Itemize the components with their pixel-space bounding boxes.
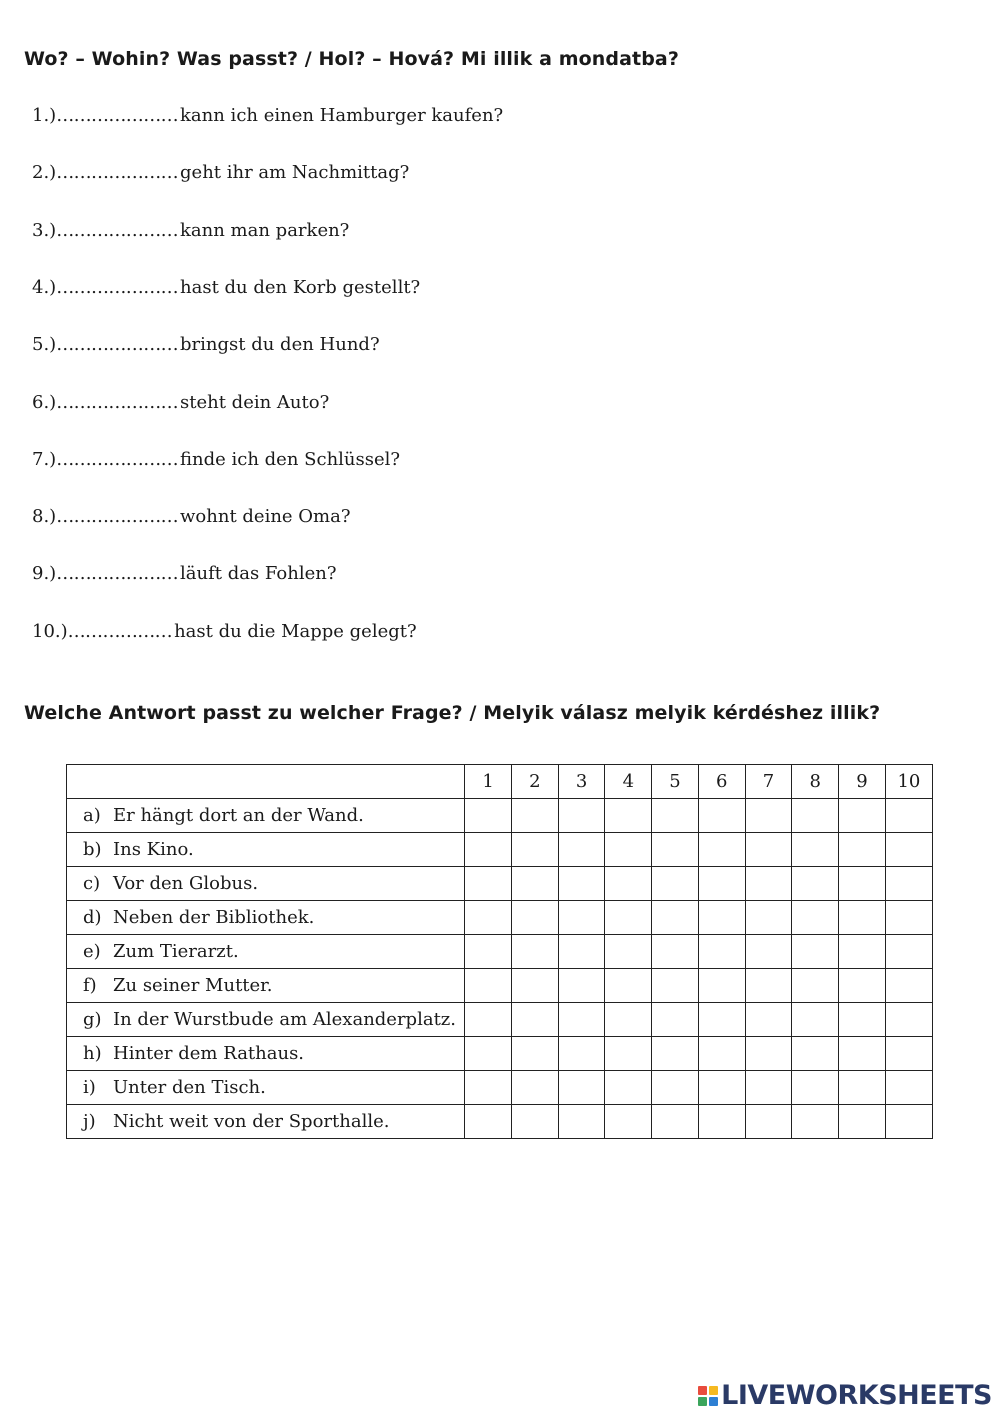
section-2-title: Welche Antwort passt zu welcher Frage? / Melyik válasz melyik kérdéshez illik? [24, 702, 881, 724]
question-item [32, 506, 351, 527]
column-header: 8 [792, 765, 839, 799]
match-checkbox-cell[interactable] [511, 1071, 558, 1105]
table-row [67, 1105, 933, 1139]
column-header: 9 [839, 765, 886, 799]
match-checkbox-cell[interactable] [465, 935, 512, 969]
question-number: 6.) [32, 391, 57, 413]
option-text: Vor den Globus. [113, 873, 259, 894]
answer-option [67, 799, 465, 833]
option-letter: i) [83, 1077, 96, 1098]
match-checkbox-cell[interactable] [605, 969, 652, 1003]
match-checkbox-cell[interactable] [745, 1037, 792, 1071]
match-checkbox-cell[interactable] [605, 935, 652, 969]
option-letter: j) [83, 1111, 96, 1132]
option-letter: g) [83, 1009, 102, 1030]
match-checkbox-cell[interactable] [885, 1037, 932, 1071]
answer-blank[interactable]: ………………… [56, 506, 179, 528]
question-text: kann ich einen Hamburger kaufen? [180, 105, 504, 126]
match-checkbox-cell[interactable] [839, 1037, 886, 1071]
match-checkbox-cell[interactable] [839, 799, 886, 833]
table-row [67, 935, 933, 969]
question-text: bringst du den Hund? [180, 334, 380, 356]
column-header: 3 [558, 765, 605, 799]
match-checkbox-cell[interactable] [652, 901, 699, 935]
match-checkbox-cell[interactable] [511, 833, 558, 867]
option-text: Zum Tierarzt. [113, 941, 239, 962]
match-checkbox-cell[interactable] [792, 867, 839, 901]
match-checkbox-cell[interactable] [558, 969, 605, 1003]
match-checkbox-cell[interactable] [745, 1105, 792, 1139]
question-number: 7.) [32, 448, 57, 470]
match-checkbox-cell[interactable] [885, 833, 932, 867]
option-letter: h) [83, 1043, 102, 1064]
column-header: 2 [511, 765, 558, 799]
option-letter: b) [83, 839, 102, 860]
match-checkbox-cell[interactable] [465, 1071, 512, 1105]
match-checkbox-cell[interactable] [558, 833, 605, 867]
match-checkbox-cell[interactable] [792, 1003, 839, 1037]
match-checkbox-cell[interactable] [885, 935, 932, 969]
column-header: 10 [885, 765, 932, 799]
table-row [67, 799, 933, 833]
match-checkbox-cell[interactable] [652, 935, 699, 969]
match-checkbox-cell[interactable] [792, 833, 839, 867]
match-checkbox-cell[interactable] [698, 1071, 745, 1105]
table-corner-cell [67, 765, 465, 799]
match-checkbox-cell[interactable] [698, 1003, 745, 1037]
match-checkbox-cell[interactable] [558, 1037, 605, 1071]
table-row [67, 969, 933, 1003]
answer-option [67, 901, 465, 935]
column-header: 5 [652, 765, 699, 799]
answer-blank[interactable]: ………………… [56, 334, 179, 356]
match-checkbox-cell[interactable] [885, 1071, 932, 1105]
match-checkbox-cell[interactable] [511, 1003, 558, 1037]
match-checkbox-cell[interactable] [605, 1037, 652, 1071]
match-checkbox-cell[interactable] [511, 969, 558, 1003]
match-checkbox-cell[interactable] [745, 867, 792, 901]
match-checkbox-cell[interactable] [839, 901, 886, 935]
match-checkbox-cell[interactable] [652, 799, 699, 833]
match-checkbox-cell[interactable] [885, 1105, 932, 1139]
match-checkbox-cell[interactable] [885, 901, 932, 935]
match-checkbox-cell[interactable] [792, 935, 839, 969]
column-header: 7 [745, 765, 792, 799]
logo-square [709, 1386, 718, 1395]
match-checkbox-cell[interactable] [511, 799, 558, 833]
logo-square [698, 1386, 707, 1395]
match-checkbox-cell[interactable] [652, 1003, 699, 1037]
match-checkbox-cell[interactable] [605, 833, 652, 867]
match-checkbox-cell[interactable] [745, 1003, 792, 1037]
table-header-row [67, 765, 933, 799]
option-letter: d) [83, 907, 102, 928]
table-row [67, 1003, 933, 1037]
question-text: hast du den Korb gestellt? [180, 276, 421, 298]
answer-blank[interactable]: ……………… [67, 620, 173, 642]
match-checkbox-cell[interactable] [745, 901, 792, 935]
match-checkbox-cell[interactable] [465, 901, 512, 935]
match-checkbox-cell[interactable] [885, 1003, 932, 1037]
option-text: Ins Kino. [113, 839, 194, 860]
match-checkbox-cell[interactable] [511, 867, 558, 901]
match-checkbox-cell[interactable] [839, 969, 886, 1003]
question-item [32, 334, 380, 355]
question-item [32, 162, 409, 183]
column-header: 6 [698, 765, 745, 799]
match-checkbox-cell[interactable] [605, 867, 652, 901]
answer-blank[interactable]: ………………… [56, 391, 179, 413]
question-number: 5.) [32, 334, 57, 356]
logo-square [698, 1397, 707, 1406]
match-checkbox-cell[interactable] [605, 1105, 652, 1139]
match-checkbox-cell[interactable] [792, 799, 839, 833]
match-checkbox-cell[interactable] [465, 969, 512, 1003]
match-checkbox-cell[interactable] [698, 867, 745, 901]
question-text: läuft das Fohlen? [180, 563, 337, 585]
match-checkbox-cell[interactable] [605, 799, 652, 833]
match-checkbox-cell[interactable] [698, 799, 745, 833]
match-checkbox-cell[interactable] [465, 1105, 512, 1139]
answer-option [67, 833, 465, 867]
question-number: 3.) [32, 219, 57, 241]
question-item [32, 105, 503, 126]
question-item [32, 277, 420, 298]
question-number: 1.) [32, 105, 57, 126]
question-text: hast du die Mappe gelegt? [174, 620, 417, 642]
match-checkbox-cell[interactable] [558, 867, 605, 901]
match-checkbox-cell[interactable] [652, 1037, 699, 1071]
match-checkbox-cell[interactable] [652, 1105, 699, 1139]
option-letter: c) [83, 873, 101, 894]
answer-blank[interactable]: ………………… [56, 162, 179, 184]
match-checkbox-cell[interactable] [558, 901, 605, 935]
match-checkbox-cell[interactable] [511, 1105, 558, 1139]
answer-blank[interactable]: ………………… [56, 448, 179, 470]
question-item [32, 220, 349, 241]
match-checkbox-cell[interactable] [511, 1037, 558, 1071]
match-checkbox-cell[interactable] [511, 935, 558, 969]
question-number: 2.) [32, 162, 57, 184]
match-checkbox-cell[interactable] [745, 1071, 792, 1105]
matching-table [66, 764, 933, 1139]
option-letter: a) [83, 805, 101, 826]
answer-blank[interactable]: ………………… [56, 105, 179, 126]
match-checkbox-cell[interactable] [558, 935, 605, 969]
column-header: 1 [465, 765, 512, 799]
match-checkbox-cell[interactable] [839, 867, 886, 901]
match-checkbox-cell[interactable] [511, 901, 558, 935]
answer-option [67, 1105, 465, 1139]
table-row [67, 1037, 933, 1071]
match-checkbox-cell[interactable] [885, 867, 932, 901]
option-text: Unter den Tisch. [113, 1077, 266, 1098]
match-checkbox-cell[interactable] [745, 935, 792, 969]
question-number: 8.) [32, 506, 57, 528]
question-item [32, 621, 417, 642]
match-checkbox-cell[interactable] [792, 1105, 839, 1139]
answer-blank[interactable]: ………………… [56, 219, 179, 241]
match-checkbox-cell[interactable] [698, 935, 745, 969]
question-item [32, 449, 400, 470]
answer-option [67, 1037, 465, 1071]
liveworksheets-logo-icon [698, 1386, 718, 1406]
match-checkbox-cell[interactable] [792, 901, 839, 935]
column-header: 4 [605, 765, 652, 799]
match-checkbox-cell[interactable] [605, 901, 652, 935]
question-text: geht ihr am Nachmittag? [180, 162, 410, 184]
option-text: In der Wurstbude am Alexanderplatz. [113, 1009, 457, 1030]
question-number: 4.) [32, 276, 57, 298]
answer-option [67, 969, 465, 1003]
match-checkbox-cell[interactable] [885, 969, 932, 1003]
question-text: wohnt deine Oma? [180, 506, 351, 528]
answer-blank[interactable]: ………………… [56, 276, 179, 298]
table-row [67, 1071, 933, 1105]
brand-name: LIVEWORKSHEETS [721, 1380, 992, 1411]
match-checkbox-cell[interactable] [465, 867, 512, 901]
match-checkbox-cell[interactable] [558, 1071, 605, 1105]
match-checkbox-cell[interactable] [605, 1071, 652, 1105]
match-checkbox-cell[interactable] [792, 1037, 839, 1071]
option-text: Neben der Bibliothek. [113, 907, 315, 928]
match-checkbox-cell[interactable] [839, 833, 886, 867]
answer-option [67, 1003, 465, 1037]
match-checkbox-cell[interactable] [839, 1105, 886, 1139]
match-checkbox-cell[interactable] [885, 799, 932, 833]
answer-blank[interactable]: ………………… [56, 563, 179, 585]
question-text: steht dein Auto? [180, 391, 330, 413]
match-checkbox-cell[interactable] [745, 969, 792, 1003]
question-text: kann man parken? [180, 219, 350, 241]
match-checkbox-cell[interactable] [839, 935, 886, 969]
logo-square [709, 1397, 718, 1406]
match-checkbox-cell[interactable] [839, 1003, 886, 1037]
question-number: 9.) [32, 563, 57, 585]
option-letter: f) [83, 975, 97, 996]
match-checkbox-cell[interactable] [652, 833, 699, 867]
match-checkbox-cell[interactable] [698, 1037, 745, 1071]
match-checkbox-cell[interactable] [465, 833, 512, 867]
match-checkbox-cell[interactable] [745, 833, 792, 867]
option-text: Er hängt dort an der Wand. [113, 805, 364, 826]
section-1-title: Wo? – Wohin? Was passt? / Hol? – Hová? Mi illik a mondatba? [24, 48, 679, 70]
match-checkbox-cell[interactable] [698, 969, 745, 1003]
match-checkbox-cell[interactable] [792, 969, 839, 1003]
match-checkbox-cell[interactable] [465, 1003, 512, 1037]
liveworksheets-logo [698, 1380, 992, 1411]
match-checkbox-cell[interactable] [698, 901, 745, 935]
match-checkbox-cell[interactable] [558, 1003, 605, 1037]
match-checkbox-cell[interactable] [745, 799, 792, 833]
answer-option [67, 935, 465, 969]
question-text: finde ich den Schlüssel? [180, 448, 401, 470]
match-checkbox-cell[interactable] [698, 833, 745, 867]
match-checkbox-cell[interactable] [839, 1071, 886, 1105]
match-checkbox-cell[interactable] [652, 867, 699, 901]
match-checkbox-cell[interactable] [605, 1003, 652, 1037]
answer-option [67, 1071, 465, 1105]
match-checkbox-cell[interactable] [652, 969, 699, 1003]
match-checkbox-cell[interactable] [698, 1105, 745, 1139]
table-row [67, 901, 933, 935]
option-text: Nicht weit von der Sporthalle. [113, 1111, 390, 1132]
match-checkbox-cell[interactable] [465, 1037, 512, 1071]
match-checkbox-cell[interactable] [465, 799, 512, 833]
question-number: 10.) [32, 620, 68, 642]
option-text: Zu seiner Mutter. [113, 975, 273, 996]
match-checkbox-cell[interactable] [652, 1071, 699, 1105]
match-checkbox-cell[interactable] [558, 1105, 605, 1139]
option-letter: e) [83, 941, 101, 962]
table-row [67, 867, 933, 901]
match-checkbox-cell[interactable] [558, 799, 605, 833]
question-item [32, 392, 329, 413]
question-item [32, 563, 337, 584]
table-row [67, 833, 933, 867]
answer-option [67, 867, 465, 901]
option-text: Hinter dem Rathaus. [113, 1043, 305, 1064]
match-checkbox-cell[interactable] [792, 1071, 839, 1105]
